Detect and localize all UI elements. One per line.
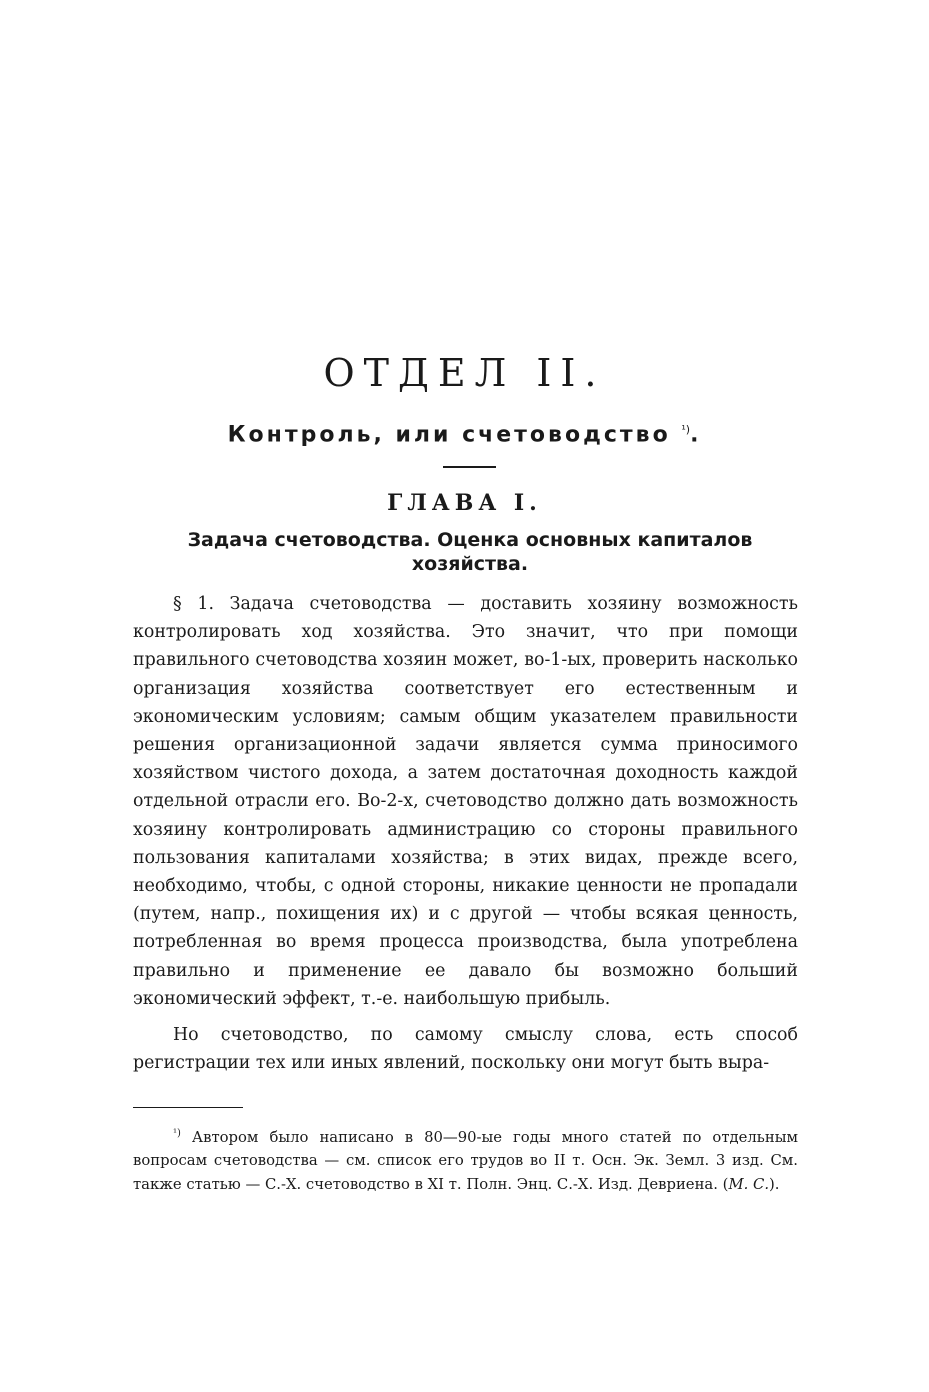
section-divider <box>443 466 496 468</box>
footnote-text-end: ). <box>769 1175 780 1193</box>
part-subtitle-text: Контроль, или счетоводство <box>227 422 671 448</box>
part-subtitle-period: . <box>690 422 702 448</box>
paragraph-1: § 1. Задача счетоводства — доставить хозяину возможность контролировать ход хозяйства. Это значит, что при помощи правильного счетоводства хозяин может, во-1-ых, проверить насколько организация хозяйства соответствует его естественным и экономическим условиям; самым общим указателем правильности решения организационной задачи является сумма приносимого хозяйством чистого дохода, а затем достаточная доходность каждой отдельной отрасли его. Во-2-х, счетоводство должно дать возможность хозяину контролировать администрацию со стороны правильного пользования капиталами хозяйства; в этих видах, прежде всего, необходимо, чтобы, с одной стороны, никакие ценности не пропадали (путем, напр., похищения их) и с другой — чтобы всякая ценность, потребленная во время процесса производства, была употреблена правильно и применение ее давало бы возможно больший экономический эффект, т.-е. наибольшую прибыль. <box>133 594 798 1009</box>
footnote-divider <box>133 1107 243 1108</box>
footnote-initials: М. С. <box>728 1175 770 1193</box>
paragraph-2: Но счетоводство, по самому смыслу слова, есть способ регистрации тех или иных явлений, поскольку они могут быть выра- <box>133 1025 798 1074</box>
part-title: ОТДЕЛ II. <box>323 351 606 395</box>
chapter-title: ГЛАВА I. <box>387 490 542 516</box>
part-subtitle <box>0 415 929 450</box>
body-text <box>133 590 798 1077</box>
footnote-mark: ¹) <box>173 1128 181 1139</box>
footnote <box>133 1122 798 1196</box>
footnote-body <box>133 1122 798 1196</box>
footnote-reference: ¹) <box>681 423 691 436</box>
chapter-subtitle: Задача счетоводства. Оценка основных капиталов хозяйства. <box>187 529 753 575</box>
footnote-text: Автором было написано в 80—90-ые годы много статей по отдельным вопросам счетоводства — см. список его трудов во II т. Осн. Эк. Земл. 3 изд. См. также статью — С.-Х. счетоводство в XI т. Полн. Энц. С.-Х. Изд. Девриена. ( <box>133 1128 798 1193</box>
